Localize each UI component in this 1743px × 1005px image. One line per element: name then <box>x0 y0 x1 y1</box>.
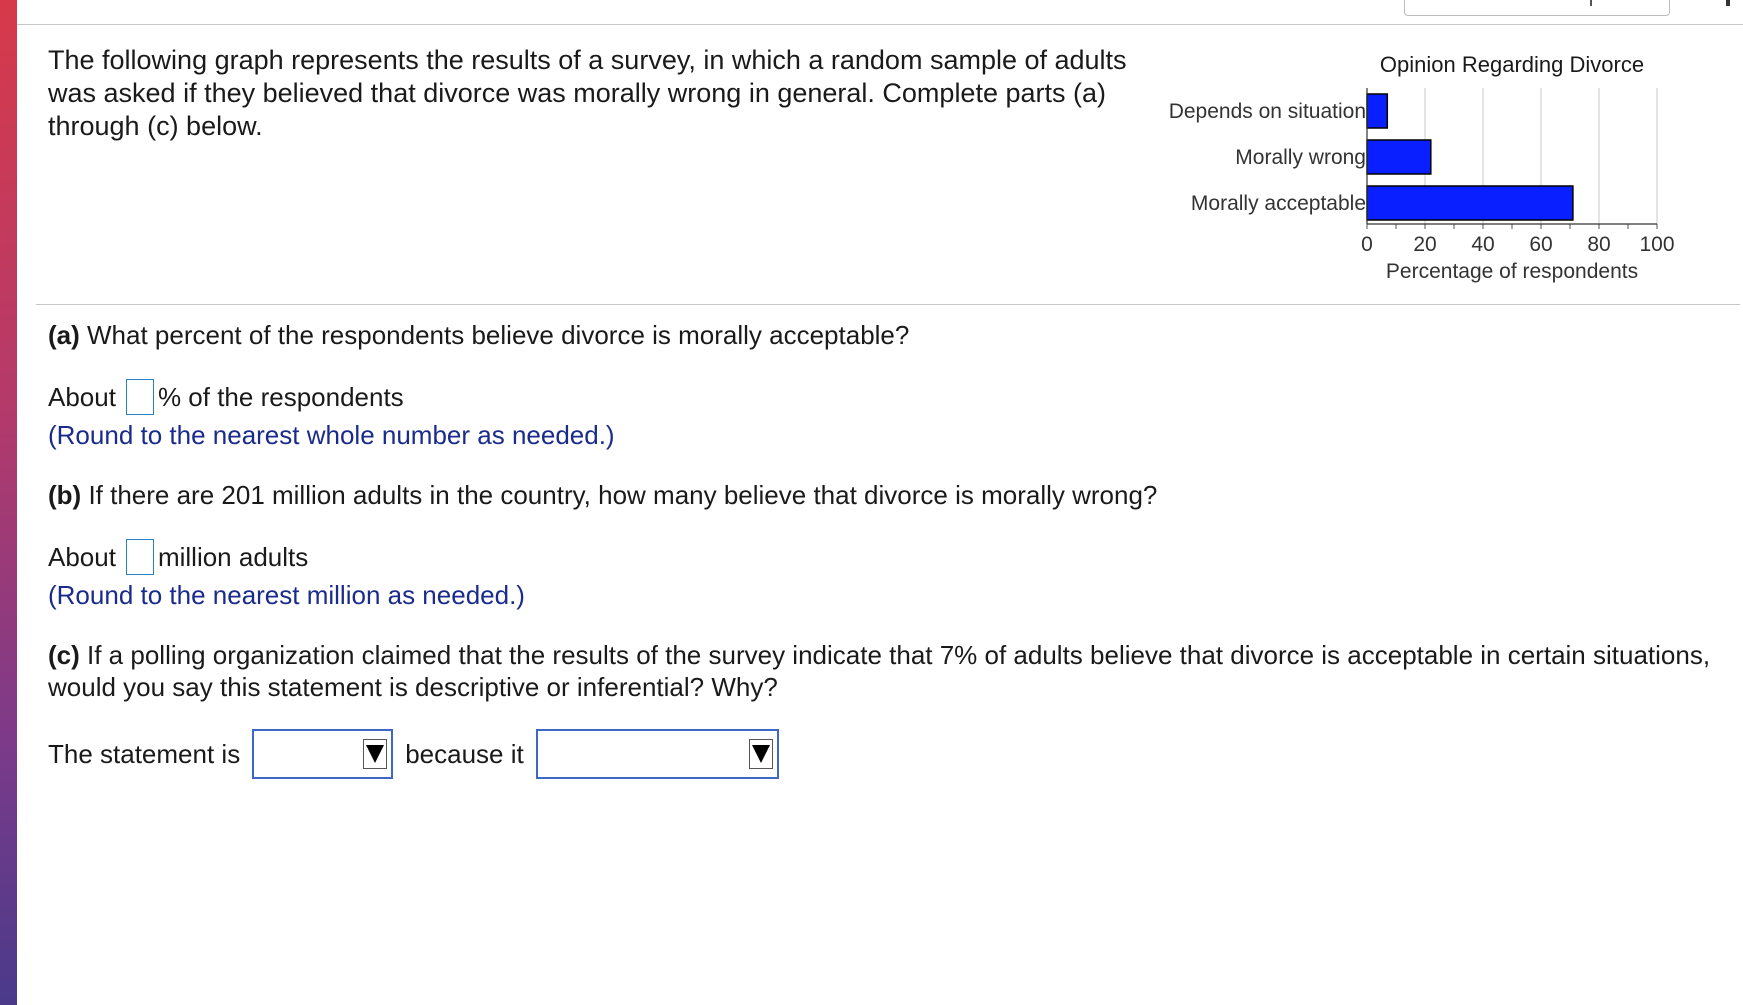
x-axis-label: Percentage of respondents <box>1385 260 1639 283</box>
scrollbar-thumb[interactable] <box>1726 0 1730 6</box>
hint-a: (Round to the nearest whole number as needed.) <box>48 420 615 450</box>
part-c-prefix: The statement is <box>48 739 241 769</box>
toolbar-tick <box>1590 0 1592 6</box>
tick-label: 80 <box>1587 233 1611 256</box>
category-label: Morally acceptable <box>1190 192 1366 215</box>
answer-line-b <box>48 539 308 575</box>
part-a-suffix: % of the respondents <box>157 382 404 412</box>
dropdown-arrow-icon[interactable] <box>363 739 387 769</box>
tick-label: 20 <box>1413 233 1437 256</box>
dropdown-arrow-icon[interactable] <box>749 739 773 769</box>
tick-label: 100 <box>1639 233 1675 256</box>
tick-label: 40 <box>1471 233 1495 256</box>
part-b-label: (b) <box>48 480 82 510</box>
answer-line-a <box>48 379 404 415</box>
bar <box>1367 140 1431 174</box>
problem-intro: The following graph represents the results of a survey, in which a random sample of adults was asked if they believed that divorce was morally wrong in general. Complete parts (a) through (c) below. <box>48 45 1127 141</box>
part-b-suffix: million adults <box>157 542 309 572</box>
part-b-prefix: About <box>48 542 116 572</box>
part-a-question: What percent of the respondents believe divorce is morally acceptable? <box>87 320 910 350</box>
opinion-chart <box>1150 50 1710 290</box>
statement-type-select[interactable] <box>252 729 393 779</box>
part-c-label: (c) <box>48 640 80 670</box>
part-b-question: If there are 201 million adults in the country, how many believe that divorce is morally wrong? <box>88 480 1158 510</box>
part-a-prefix: About <box>48 382 116 412</box>
category-label: Depends on situation <box>1168 100 1366 123</box>
question-a <box>48 319 909 351</box>
part-a-label: (a) <box>48 320 80 350</box>
category-label: Morally wrong <box>1235 146 1366 169</box>
part-c-question: If a polling organization claimed that the results of the survey indicate that 7% of adults believe that divorce is acceptable in certain situations, would you say this statement is descriptive or inferential? Why? <box>48 640 1711 702</box>
chart-svg <box>1150 50 1710 290</box>
part-c-middle: because it <box>405 739 524 769</box>
million-adults-input[interactable] <box>126 539 154 575</box>
chart-title: Opinion Regarding Divorce <box>1379 52 1645 77</box>
hint-b: (Round to the nearest million as needed.) <box>48 580 525 610</box>
bar <box>1367 186 1573 220</box>
left-accent-strip <box>0 0 17 1005</box>
tick-label: 0 <box>1361 233 1373 256</box>
top-toolbar-box[interactable] <box>1404 0 1670 16</box>
bar <box>1367 94 1387 128</box>
section-divider <box>36 304 1740 305</box>
top-divider <box>17 24 1743 25</box>
reason-select[interactable] <box>536 729 779 779</box>
answer-line-c <box>48 729 791 779</box>
question-c <box>48 639 1728 703</box>
question-b <box>48 479 1157 511</box>
percent-input[interactable] <box>126 379 154 415</box>
tick-label: 60 <box>1529 233 1553 256</box>
